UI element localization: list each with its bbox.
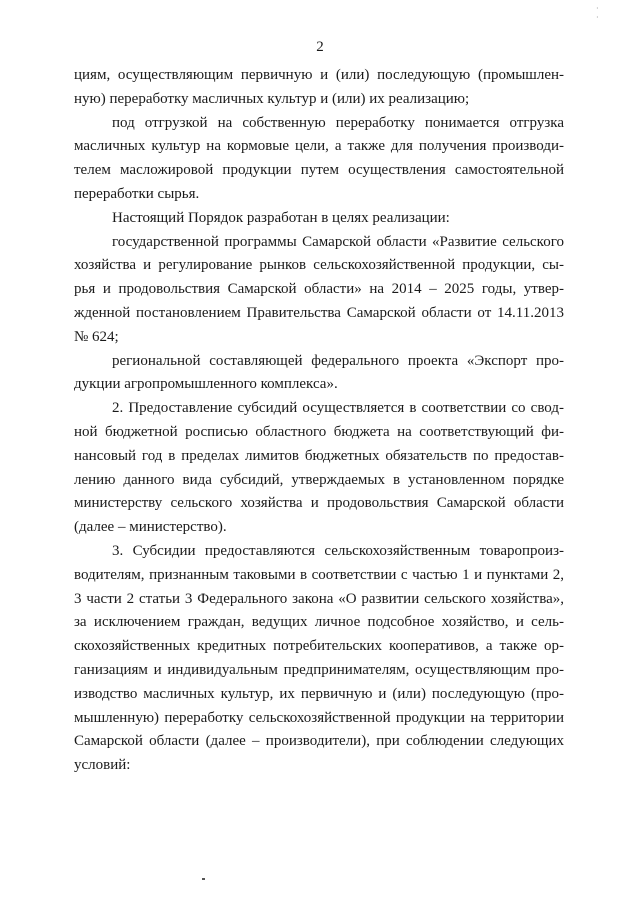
text-line: нансовый год в пределах лимитов бюджетных обязательств по предостав- (74, 447, 564, 464)
scan-artifact-dot (202, 878, 205, 880)
text-line: хозяйства и регулирование рынков сельскохозяйственной продукции, сы- (74, 257, 564, 274)
text-line: мышленную) переработку сельскохозяйственной продукции на территории (74, 709, 564, 726)
text-line: министерству сельского хозяйства и продовольствия Самарской области (74, 495, 564, 512)
text-line: изводство масличных культур, их первичную и (или) последующую (про- (74, 685, 564, 702)
page-number: 2 (316, 39, 324, 55)
text-line: дукции агропромышленного комплекса». (74, 376, 338, 393)
text-line: государственной программы Самарской области «Развитие сельского (112, 233, 564, 250)
text-line: водителям, признанным таковыми в соответствии с частью 1 и пунктами 2, (74, 566, 564, 583)
text-line: телем масложировой продукции путем осуществления самостоятельной (74, 162, 564, 179)
text-line: за исключением граждан, ведущих личное подсобное хозяйство, и сель- (74, 614, 564, 631)
text-line: ганизациям и индивидуальным предпринимателям, осуществляющим про- (74, 661, 564, 678)
text-line: региональной составляющей федерального проекта «Экспорт про- (112, 352, 564, 369)
text-line: рья и продовольствия Самарской области» на 2014 – 2025 годы, утвер- (74, 281, 564, 298)
text-line: ной бюджетной росписью областного бюджета на соответствующий фи- (74, 423, 564, 440)
text-line: 3 части 2 статьи 3 Федерального закона «О развитии сельского хозяйства», (74, 590, 564, 607)
text-line: Настоящий Порядок разработан в целях реализации: (112, 209, 450, 226)
text-line: жденной постановлением Правительства Самарской области от 14.11.2013 (74, 304, 564, 321)
text-line: под отгрузкой на собственную переработку понимается отгрузка (112, 114, 564, 131)
text-line: ную) переработку масличных культур и (или) их реализацию; (74, 90, 470, 107)
text-line: скохозяйственных кредитных потребительских кооперативов, а также ор- (74, 638, 564, 655)
document-body (74, 64, 564, 778)
text-line: № 624; (74, 328, 119, 345)
text-line: (далее – министерство). (74, 519, 227, 536)
text-line: масличных культур на кормовые цели, а также для получения производи- (74, 138, 564, 155)
text-line: 2. Предоставление субсидий осуществляется в соответствии со свод- (112, 400, 564, 417)
text-line: переработки сырья. (74, 185, 200, 202)
text-line: циям, осуществляющим первичную и (или) последующую (промышлен- (74, 67, 564, 83)
scan-edge-marks: · · (596, 4, 629, 22)
text-line: Самарской области (далее – производители), при соблюдении следующих (74, 733, 564, 750)
text-line: лению данного вида субсидий, утверждаемых в установленном порядке (74, 471, 564, 488)
text-line: условий: (74, 757, 131, 774)
text-line: 3. Субсидии предоставляются сельскохозяйственным товаропроиз- (112, 542, 564, 559)
